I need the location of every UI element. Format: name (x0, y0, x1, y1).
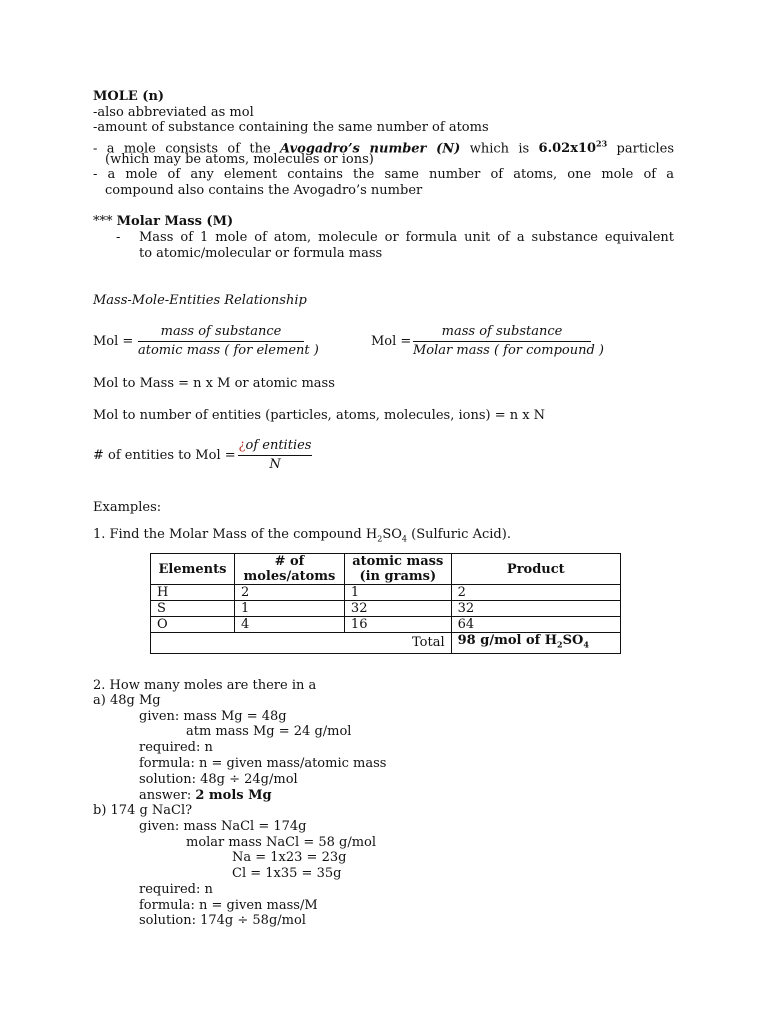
formula3-lhs: # of entities to Mol = (93, 448, 236, 463)
formula3-numerator: ¿of entities (238, 438, 312, 453)
table-header: atomic mass (in grams) (344, 554, 451, 585)
molar-mass-def-cont: to atomic/molecular or formula mass (139, 246, 383, 261)
fraction-bar (413, 341, 591, 342)
table-row (151, 601, 621, 617)
total-value: 98 g/mol of $H_2SO_4$ (451, 633, 620, 654)
table-header-row (151, 554, 621, 585)
avogadro-line-cont: (which may be atoms, molecules or ions) (105, 152, 374, 167)
part-b-cl: Cl = 1x35 = 35g (232, 866, 342, 881)
table-cell: O (151, 617, 235, 633)
formula3-denominator: N (269, 457, 281, 472)
table-cell: 2 (451, 585, 620, 601)
formula3-fraction (238, 438, 312, 473)
table-row (151, 585, 621, 601)
part-b-solution: solution: 174g ÷ 58g/mol (139, 913, 306, 928)
part-a-solution: solution: 48g ÷ 24g/mol (139, 772, 298, 787)
element-line-cont: compound also contains the Avogadro’s number (105, 183, 423, 198)
part-b-required: required: n (139, 882, 213, 897)
part-b-formula: formula: n = given mass/M (139, 898, 318, 913)
definition-line: -amount of substance containing the same number of atoms (93, 120, 489, 135)
part-a-atm: atm mass Mg = 24 g/mol (186, 724, 352, 739)
formula1-fraction (138, 324, 319, 359)
formula2-denominator: Molar mass ( for compound ) (413, 343, 604, 358)
formula2-lhs: Mol = (371, 334, 412, 349)
part-b-na: Na = 1x23 = 23g (232, 850, 347, 865)
question-2: 2. How many moles are there in a (93, 678, 317, 693)
question-1: 1. Find the Molar Mass of the compound $H_2SO_4$ (Sulfuric Acid). (93, 527, 511, 544)
table-cell: 1 (234, 601, 344, 617)
table-cell: H (151, 585, 235, 601)
fraction-bar (238, 455, 312, 456)
examples-label: Examples: (93, 500, 162, 515)
avogadro-line: - a mole consists of the Avogadro’s number (N) which is $6.02x10^{23}$ particles (93, 139, 675, 157)
formula1-lhs: Mol = (93, 334, 134, 349)
table-header: Product (451, 554, 620, 585)
formula1-denominator: atomic mass ( for element ) (138, 343, 319, 358)
table-header: # of moles/atoms (234, 554, 344, 585)
part-a-label: a) 48g Mg (93, 693, 161, 708)
table-cell: 32 (451, 601, 620, 617)
mol-to-entities: Mol to number of entities (particles, atoms, molecules, ions) = n x N (93, 408, 546, 423)
total-label: Total (344, 633, 451, 654)
table-cell: 64 (451, 617, 620, 633)
table-header: Elements (151, 554, 235, 585)
part-b-molar: molar mass NaCl = 58 g/mol (186, 835, 377, 850)
table-row (151, 617, 621, 633)
formula1-numerator: mass of substance (160, 324, 282, 339)
table-total-row (151, 633, 621, 654)
part-b-label: b) 174 g NaCl? (93, 803, 193, 818)
table-cell-blank (151, 633, 345, 654)
fraction-bar (138, 341, 304, 342)
mol-to-mass: Mol to Mass = n x M or atomic mass (93, 376, 335, 391)
part-a-required: required: n (139, 740, 213, 755)
table-cell: 32 (344, 601, 451, 617)
table-cell: 2 (234, 585, 344, 601)
part-a-answer: answer: 2 mols Mg (139, 788, 272, 803)
table-cell: S (151, 601, 235, 617)
table-cell: 4 (234, 617, 344, 633)
formula2-numerator: mass of substance (441, 324, 563, 339)
definition-line: -also abbreviated as mol (93, 105, 254, 120)
part-a-given: given: mass Mg = 48g (139, 709, 287, 724)
formula2-fraction (413, 324, 604, 359)
molar-mass-table (150, 553, 621, 654)
bullet-dash: - (116, 230, 121, 245)
table-cell: 1 (344, 585, 451, 601)
relationship-title: Mass-Mole-Entities Relationship (93, 293, 307, 308)
section-heading: MOLE (n) (93, 89, 165, 104)
element-line: - a mole of any element contains the same number of atoms, one mole of a (93, 167, 674, 182)
part-a-formula: formula: n = given mass/atomic mass (139, 756, 387, 771)
table-cell: 16 (344, 617, 451, 633)
molar-mass-def: Mass of 1 mole of atom, molecule or formula unit of a substance equivalent (139, 230, 674, 245)
part-b-given: given: mass NaCl = 174g (139, 819, 307, 834)
molar-mass-heading: *** Molar Mass (M) (93, 214, 234, 229)
